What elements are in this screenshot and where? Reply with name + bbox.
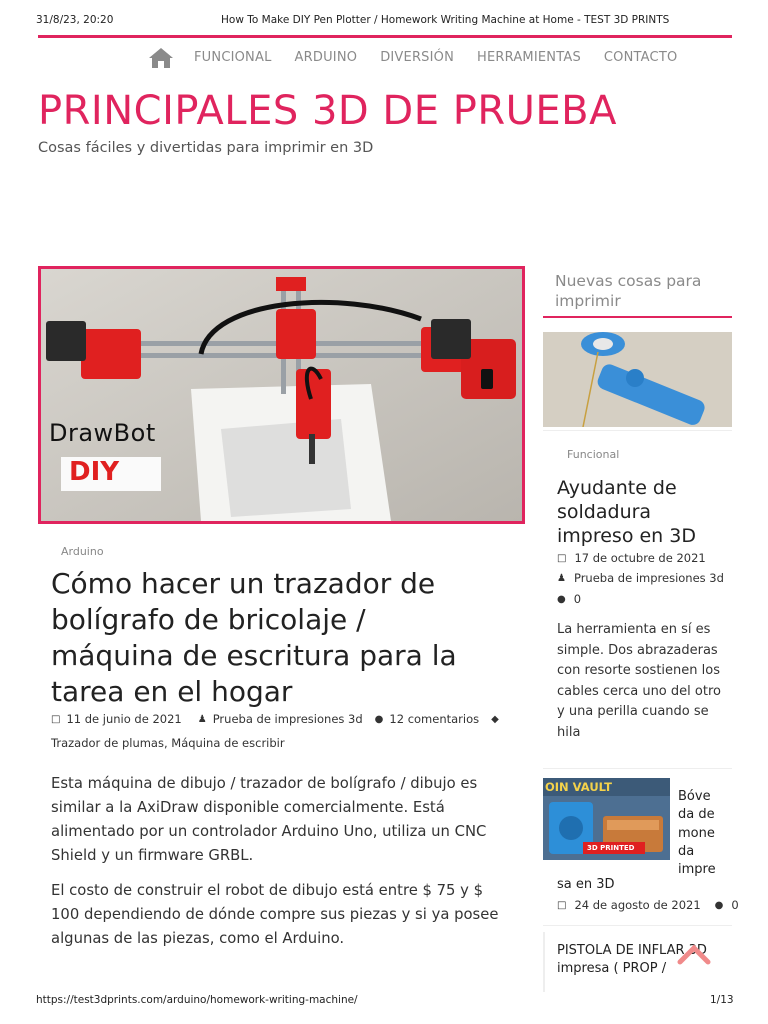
calendar-icon: □ (557, 552, 567, 564)
sidebar-post1-excerpt: La herramienta en sí es simple. Dos abrazaderas con resorte sostienen los cables cerca uno del otro y una perilla cuando se hila (557, 622, 721, 740)
sidebar-post2-image[interactable] (543, 778, 670, 860)
calendar-icon: □ (557, 899, 567, 911)
article-comments[interactable]: 12 comentarios (389, 712, 480, 726)
comments-icon: ● (714, 899, 724, 911)
sidebar-post2-title-tail[interactable]: sa en 3D (557, 877, 615, 892)
site-tagline: Cosas fáciles y divertidas para imprimir en 3D (38, 140, 374, 156)
hero-image[interactable] (38, 266, 525, 524)
sidebar-post2-meta-row (557, 898, 739, 912)
soldering-helper-photo (543, 332, 732, 427)
article-title: Cómo hacer un trazador de bolígrafo de bricolaje / máquina de escritura para la tarea en el hogar (51, 567, 457, 708)
scroll-to-top-icon[interactable] (676, 942, 712, 966)
nav-item-herramientas[interactable]: HERRAMIENTAS (477, 50, 581, 65)
nav-item-diversion[interactable]: DIVERSIÓN (380, 50, 455, 65)
sidebar-post3-title[interactable]: PISTOLA DE INFLAR 3D impresa ( PROP / (557, 943, 707, 976)
print-page-number: 1/13 (710, 994, 734, 1006)
nav-item-arduino[interactable]: ARDUINO (294, 50, 358, 65)
tag-link[interactable]: Trazador de plumas (51, 736, 164, 750)
user-icon: ♟ (197, 713, 207, 725)
article-author[interactable]: Prueba de impresiones 3d (212, 712, 363, 726)
user-icon: ♟ (557, 572, 566, 584)
calendar-icon: □ (51, 713, 61, 725)
article-paragraph: Esta máquina de dibujo / trazador de bolígrafo / dibujo es similar a la AxiDraw disponible comercialmente. Está alimentado por un controlador Arduino Uno, utiliza un CNC Shield y un firmware GRBL. (51, 775, 487, 864)
article-date: 11 de junio de 2021 (66, 712, 182, 726)
article-paragraph: El costo de construir el robot de dibujo está entre $ 75 y $ 100 dependiendo de dónde compre sus piezas y si ya posee algunas de las piezas, como el Arduino. (51, 882, 499, 947)
sidebar-post1-date: 17 de octubre de 2021 (574, 551, 706, 565)
article-category[interactable]: Arduino (61, 545, 104, 558)
sidebar-post2-comments[interactable]: 0 (731, 898, 739, 912)
sidebar-heading: Nuevas cosas para imprimir (555, 272, 702, 310)
print-doc-title: How To Make DIY Pen Plotter / Homework Writing Machine at Home - TEST 3D PRINTS (221, 14, 670, 26)
sidebar-post1-date-row (557, 551, 706, 565)
sidebar-post1-title[interactable]: Ayudante de soldadura impreso en 3D (557, 477, 696, 547)
sidebar-post1-image[interactable] (543, 332, 732, 427)
sidebar-post2-title[interactable]: Bóve da de mone da impre (678, 789, 716, 878)
print-datetime: 31/8/23, 20:20 (36, 14, 114, 26)
tag-link[interactable]: Máquina de escribir (171, 736, 285, 750)
sidebar-post1-category[interactable]: Funcional (567, 448, 620, 461)
main-nav (38, 35, 732, 77)
tags-icon: ◆ (491, 713, 499, 725)
home-icon[interactable] (148, 47, 174, 69)
sidebar-post1-author[interactable]: Prueba de impresiones 3d (573, 571, 724, 585)
sidebar-post1-comments[interactable]: 0 (573, 592, 582, 606)
site-title[interactable]: PRINCIPALES 3D DE PRUEBA (38, 88, 617, 134)
nav-item-contacto[interactable]: CONTACTO (603, 50, 678, 65)
sidebar-rule (543, 316, 732, 318)
comments-icon: ● (557, 593, 566, 605)
coin-vault-image-text: OIN VAULT (545, 780, 612, 794)
sidebar-post2-date: 24 de agosto de 2021 (574, 898, 701, 912)
nav-item-funcional[interactable]: FUNCIONAL (194, 50, 272, 65)
article-meta (51, 712, 505, 726)
coin-vault-image-badge: 3D PRINTED (587, 844, 635, 852)
sidebar-post1-comments-row (557, 592, 581, 606)
hero-brand-text: DrawBot (49, 419, 156, 447)
print-url: https://test3dprints.com/arduino/homework-writing-machine/ (36, 994, 358, 1006)
comments-icon: ● (374, 713, 384, 725)
hero-badge-text: DIY (69, 457, 120, 487)
article-tags: Trazador de plumas , Máquina de escribir (51, 736, 285, 750)
sidebar-post1-author-row (557, 571, 724, 585)
